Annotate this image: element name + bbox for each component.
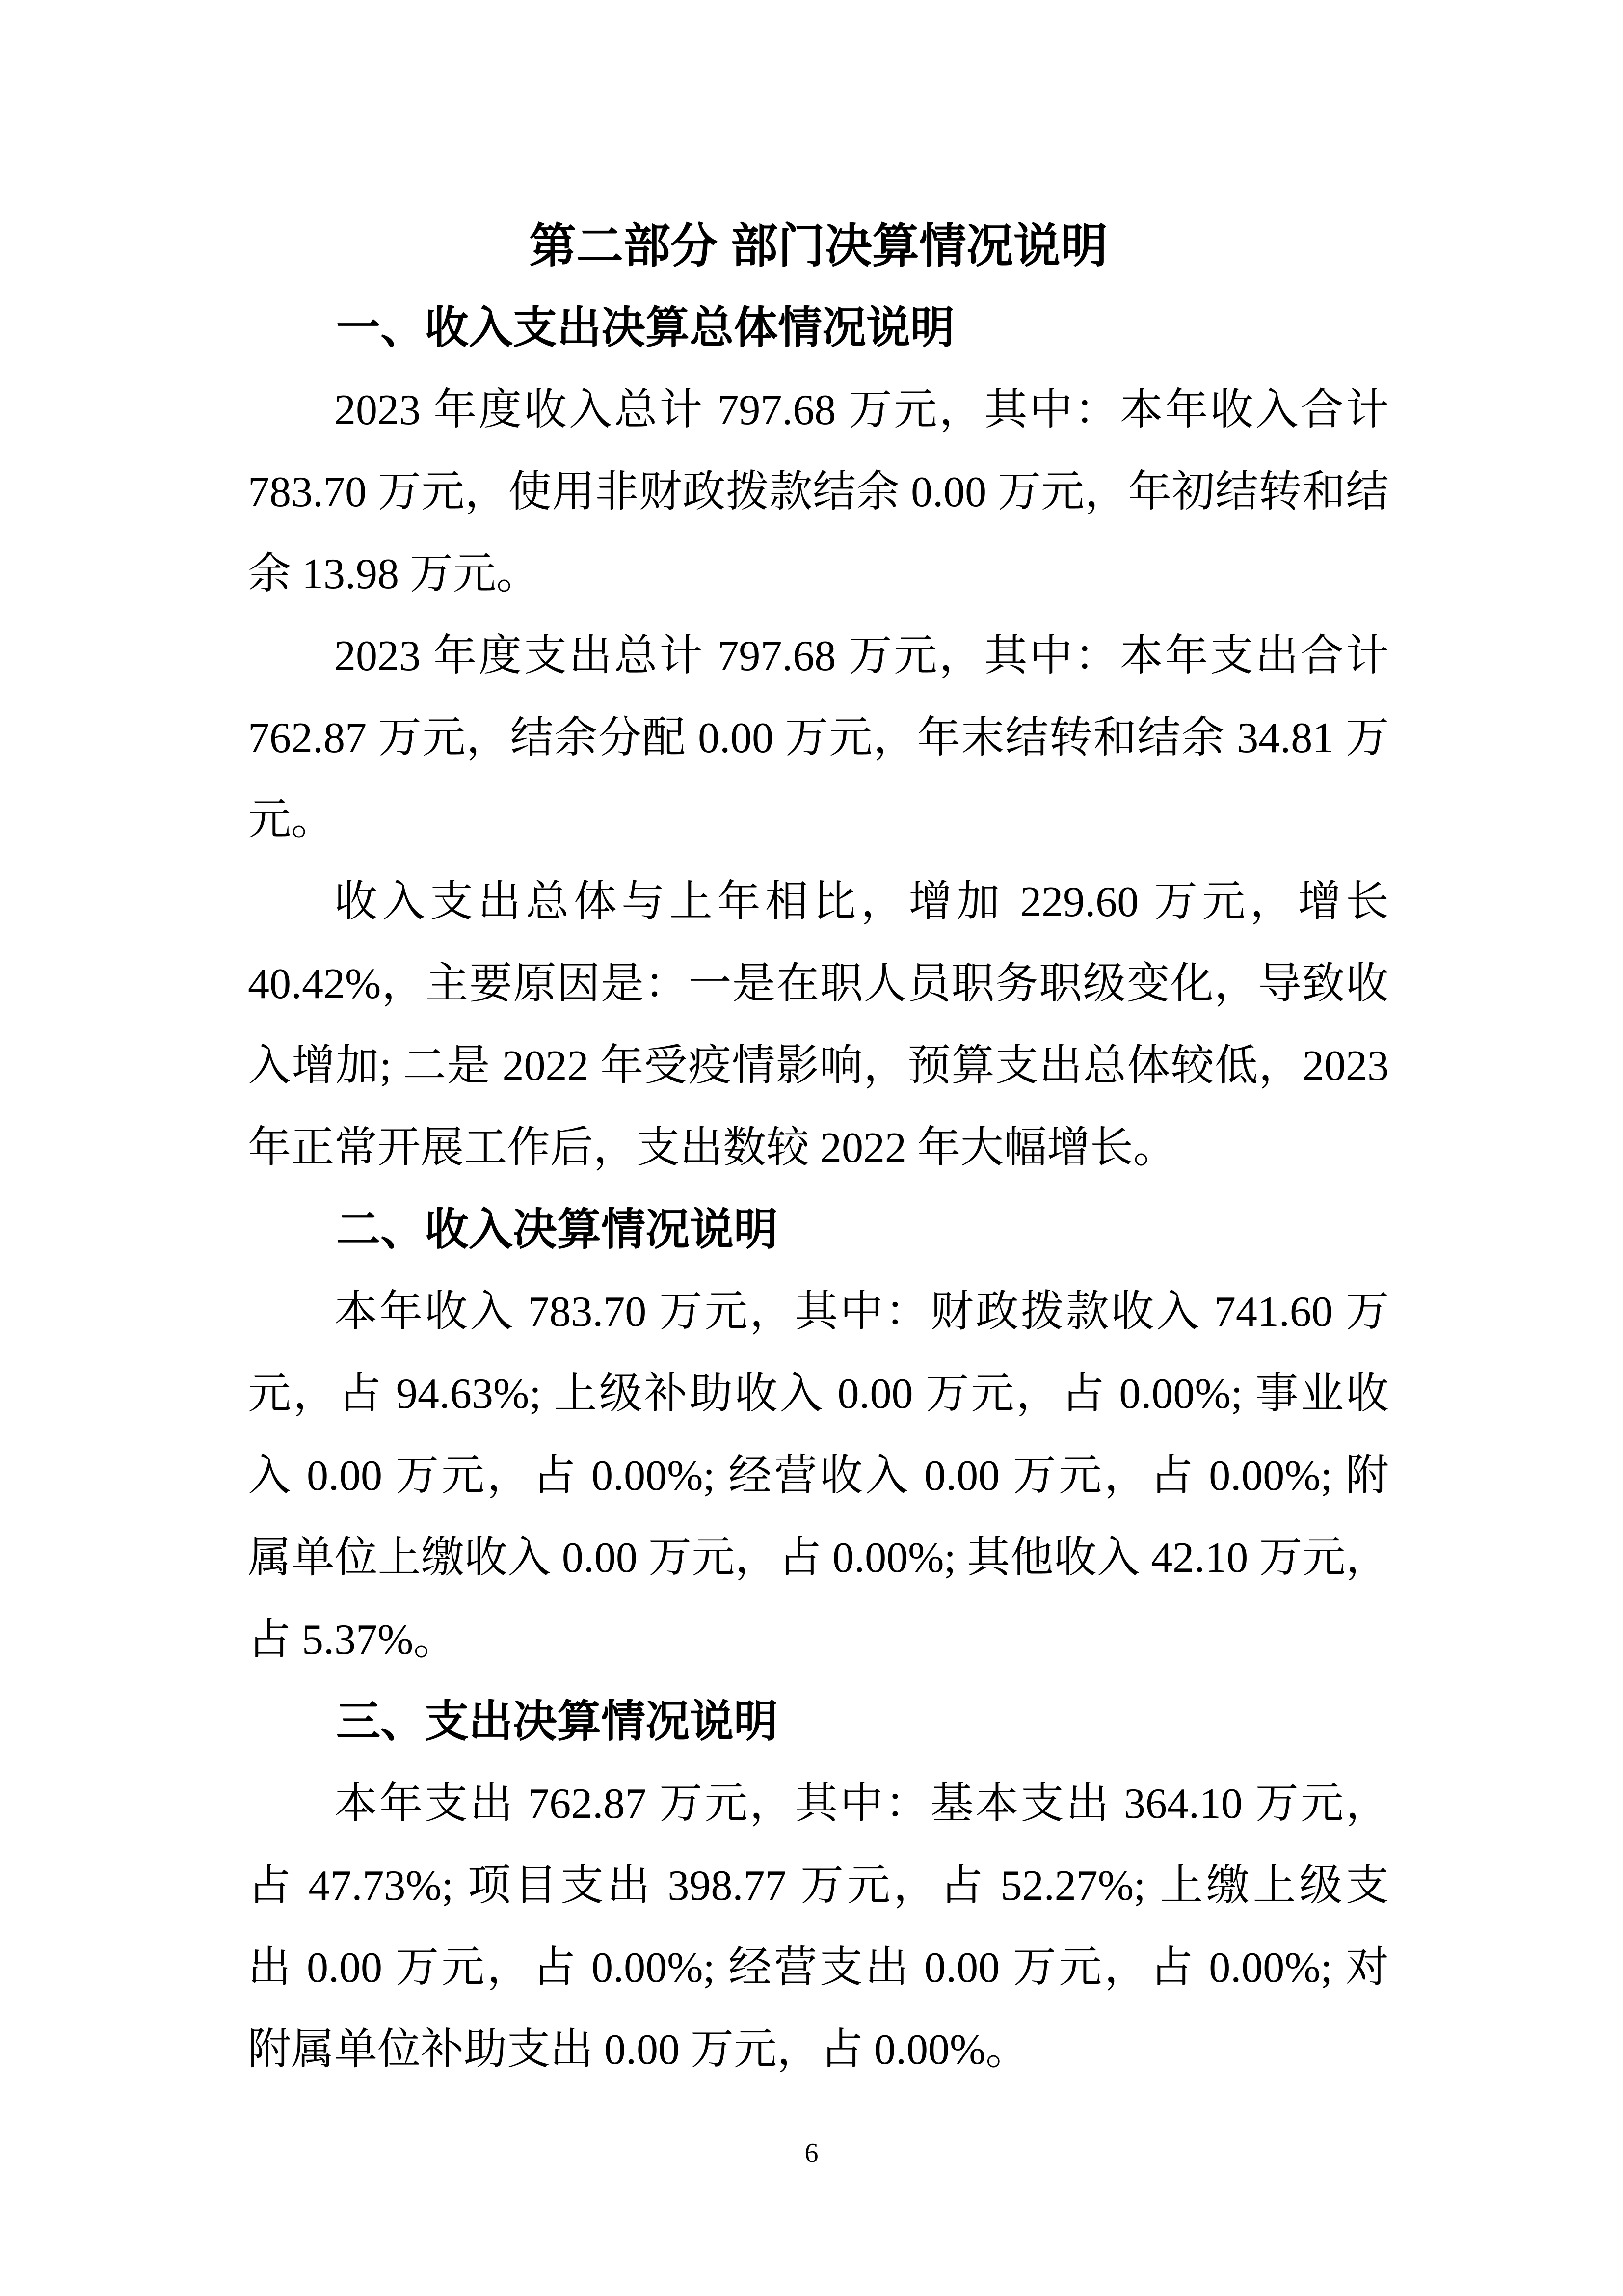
paragraph-line: 属单位上缴收入 0.00 万元，占 0.00%; 其他收入 42.10 万元， bbox=[248, 1534, 1389, 1582]
paragraph-line: 本年收入 783.70 万元，其中：财政拨款收入 741.60 万 bbox=[334, 1288, 1389, 1336]
document-content bbox=[248, 205, 1389, 2091]
paragraph-line: 入增加; 二是 2022 年受疫情影响，预算支出总体较低，2023 bbox=[248, 1042, 1389, 1090]
page-footer bbox=[0, 2136, 1623, 2170]
section-heading-block bbox=[248, 287, 1389, 369]
paragraph-line: 40.42%，主要原因是：一是在职人员职务职级变化，导致收 bbox=[248, 960, 1389, 1008]
paragraph-block bbox=[248, 1763, 1389, 2091]
paragraph-line: 本年支出 762.87 万元，其中：基本支出 364.10 万元， bbox=[334, 1780, 1389, 1828]
paragraph-line: 占 47.73%; 项目支出 398.77 万元，占 52.27%; 上缴上级支 bbox=[248, 1862, 1389, 1910]
paragraph-line: 2023 年度收入总计 797.68 万元，其中：本年收入合计 bbox=[334, 386, 1389, 434]
section-heading-block bbox=[248, 1189, 1389, 1271]
paragraph-line: 元。 bbox=[248, 796, 335, 844]
paragraph-line: 年正常开展工作后，支出数较 2022 年大幅增长。 bbox=[248, 1124, 1177, 1172]
paragraph-line: 入 0.00 万元，占 0.00%; 经营收入 0.00 万元，占 0.00%; 附 bbox=[248, 1452, 1389, 1500]
paragraph-line: 元，占 94.63%; 上级补助收入 0.00 万元，占 0.00%; 事业收 bbox=[248, 1370, 1389, 1418]
paragraph-block bbox=[248, 369, 1389, 615]
section-heading-block bbox=[248, 1681, 1389, 1763]
section-heading: 一、收入支出决算总体情况说明 bbox=[336, 303, 955, 352]
paragraph-block bbox=[248, 1271, 1389, 1681]
paragraph-line: 收入支出总体与上年相比，增加 229.60 万元，增长 bbox=[334, 878, 1389, 926]
paragraph-block bbox=[248, 615, 1389, 861]
document-title: 第二部分 部门决算情况说明 bbox=[529, 220, 1108, 272]
document-title-block bbox=[248, 205, 1389, 287]
paragraph-line: 783.70 万元，使用非财政拨款结余 0.00 万元，年初结转和结 bbox=[248, 468, 1389, 516]
section-heading: 二、收入决算情况说明 bbox=[336, 1205, 778, 1254]
page-number: 6 bbox=[804, 2138, 819, 2168]
paragraph-line: 2023 年度支出总计 797.68 万元，其中：本年支出合计 bbox=[334, 632, 1389, 680]
paragraph-line: 762.87 万元，结余分配 0.00 万元，年末结转和结余 34.81 万 bbox=[248, 714, 1389, 762]
paragraph-line: 余 13.98 万元。 bbox=[248, 550, 540, 598]
section-heading: 三、支出决算情况说明 bbox=[336, 1697, 778, 1746]
paragraph-block bbox=[248, 861, 1389, 1189]
paragraph-line: 附属单位补助支出 0.00 万元，占 0.00%。 bbox=[248, 2026, 1029, 2074]
paragraph-line: 出 0.00 万元，占 0.00%; 经营支出 0.00 万元，占 0.00%; 对 bbox=[248, 1944, 1389, 1992]
paragraph-line: 占 5.37%。 bbox=[248, 1616, 457, 1664]
